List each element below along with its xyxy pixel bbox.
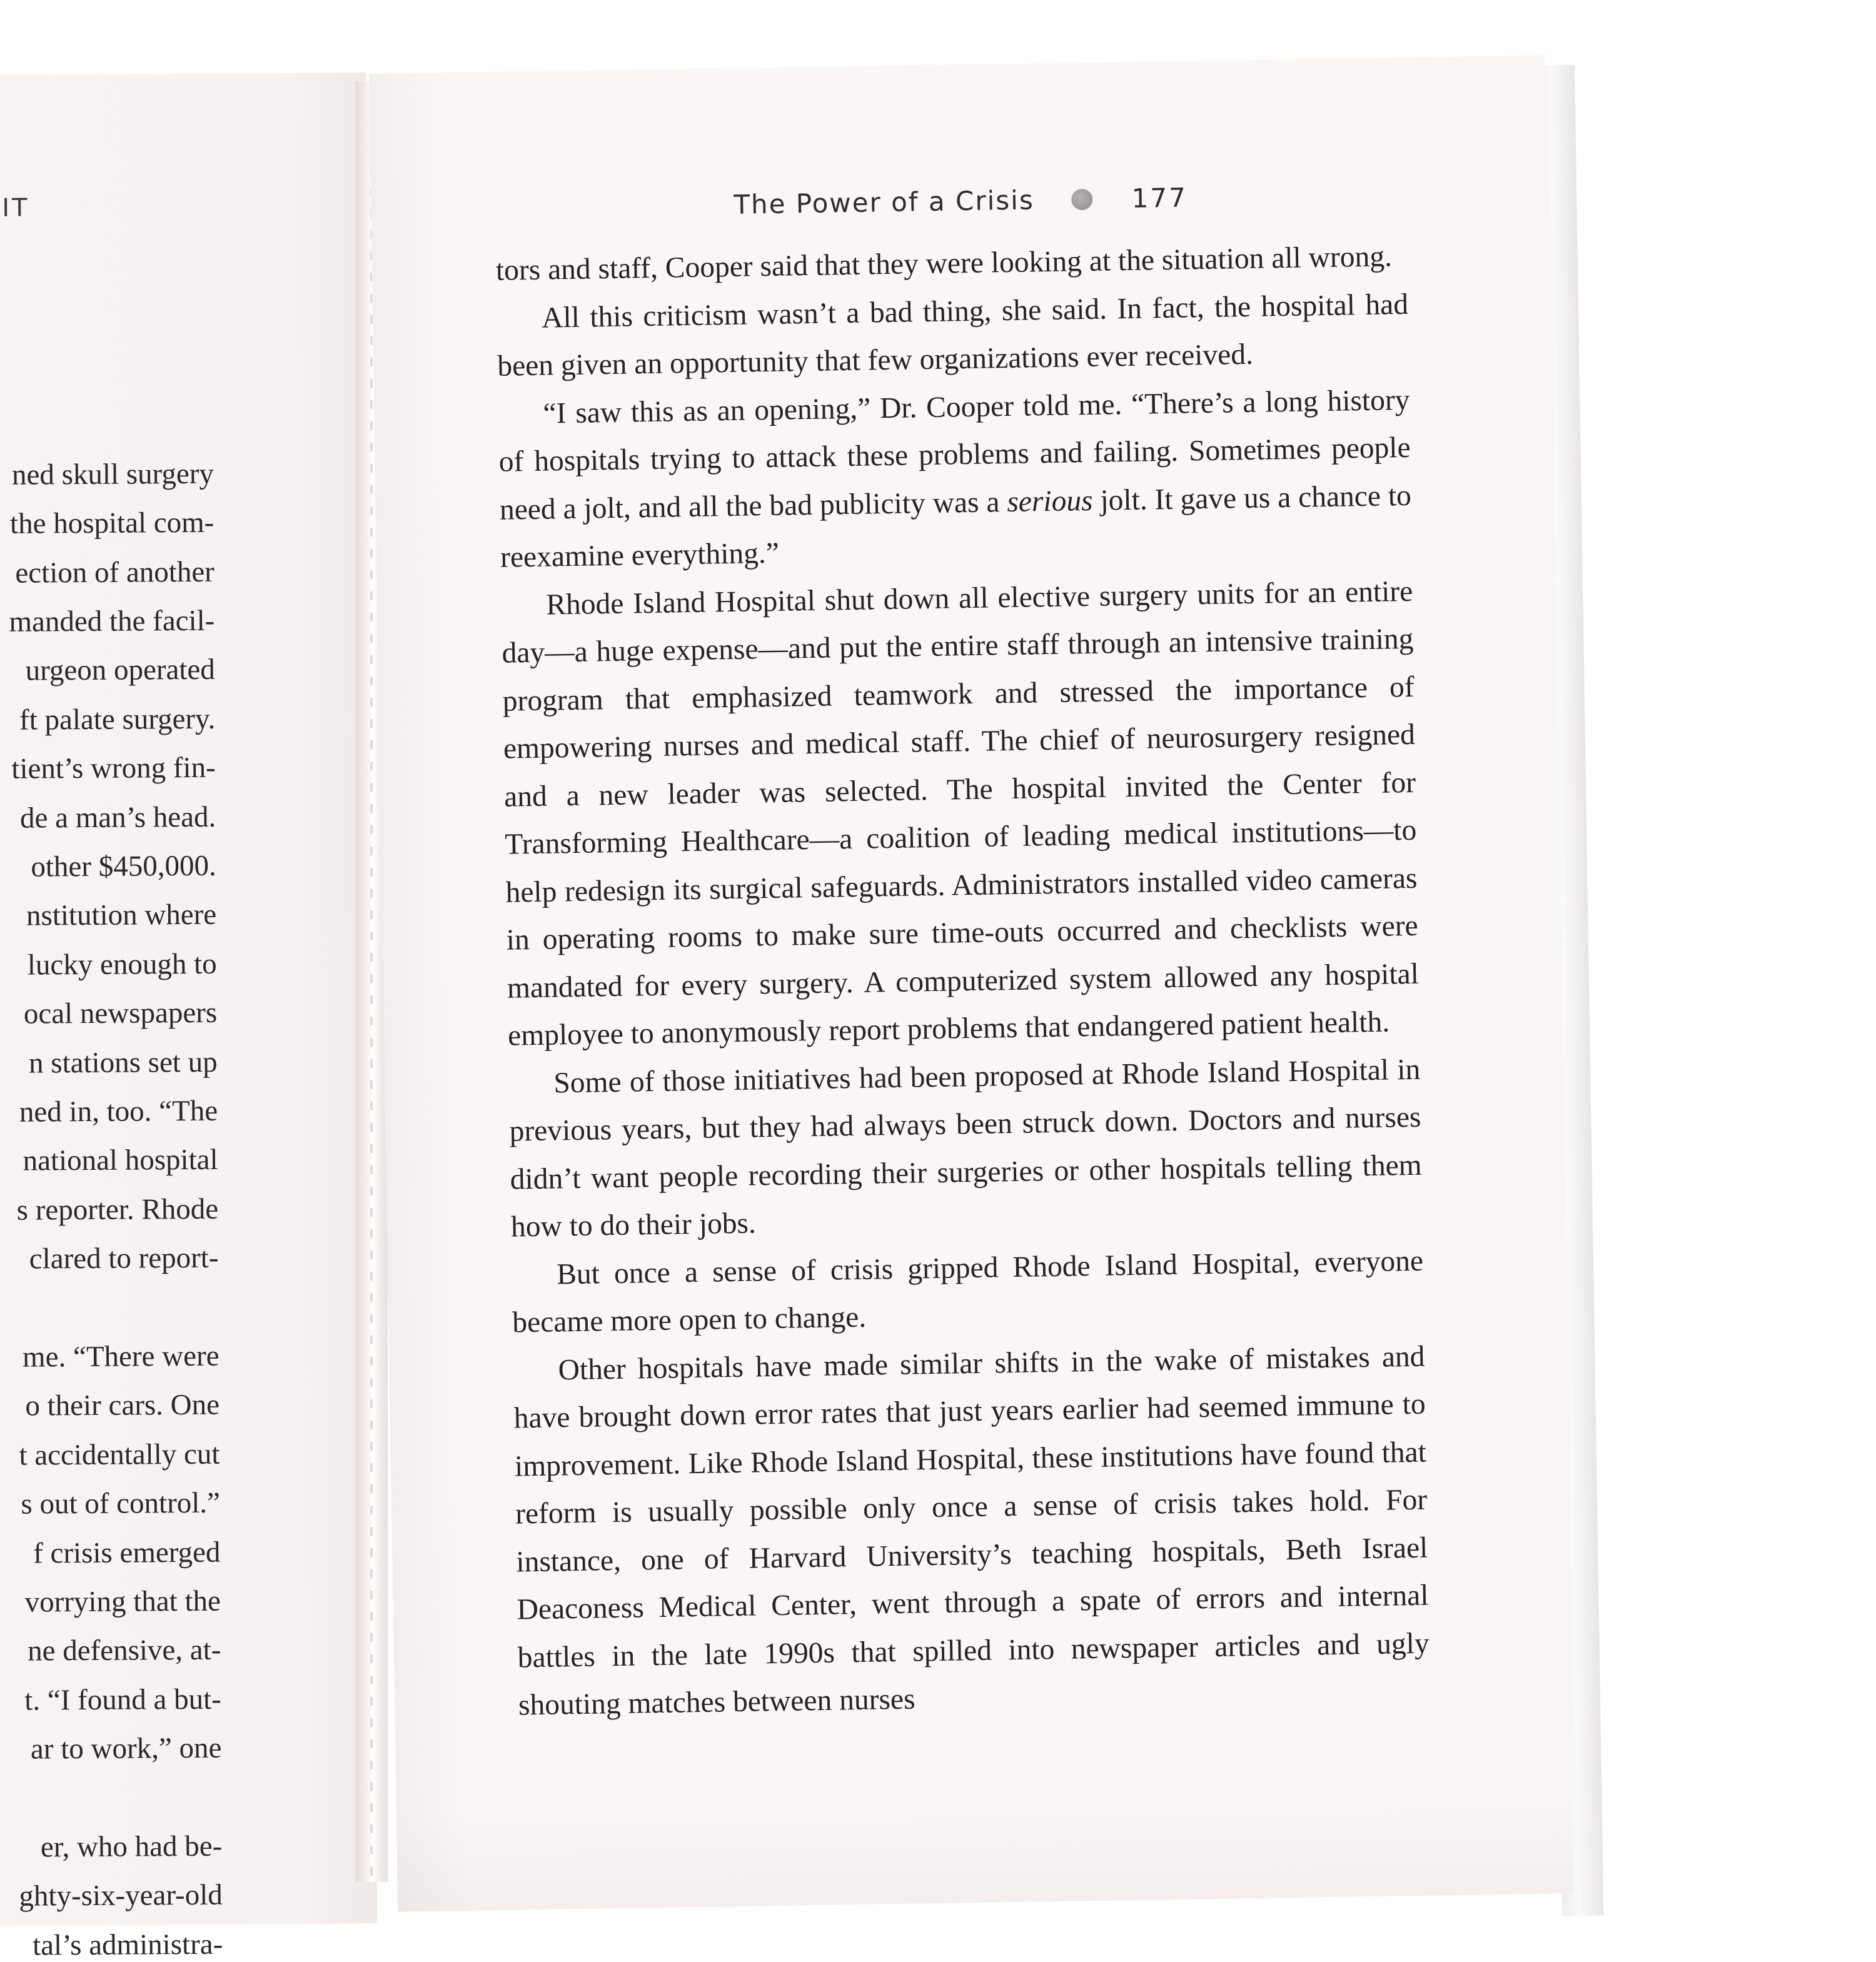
italic-emphasis: serious bbox=[1006, 484, 1093, 518]
left-page-line: t accidentally cut bbox=[19, 1437, 220, 1472]
left-page-line: ection of another bbox=[15, 555, 215, 590]
left-page-line: f crisis emerged bbox=[33, 1536, 221, 1570]
page-shadow bbox=[396, 1793, 1573, 1912]
chapter-title: The Power of a Crisis bbox=[733, 184, 1035, 220]
left-page-line: s out of control.” bbox=[21, 1486, 221, 1521]
left-page-line: ft palate surgery. bbox=[19, 702, 216, 737]
body-text bbox=[495, 233, 1430, 1729]
left-running-head: IT bbox=[2, 193, 30, 223]
left-page-line: lucky enough to bbox=[27, 947, 217, 982]
paragraph-text: jolt. It gave us a chance to reexamine everything.” bbox=[500, 479, 1412, 574]
left-page-line: o their cars. One bbox=[25, 1389, 220, 1423]
paragraph-text: All this criticism wasn’t a bad thing, she said. In fact, the hospital had been given an opportunity that few organizations ever received. bbox=[497, 288, 1409, 383]
paragraph bbox=[512, 1237, 1425, 1347]
left-page-line: ghty-six-year-old bbox=[19, 1879, 223, 1913]
left-page-line: t. “I found a but- bbox=[24, 1683, 222, 1717]
left-page-line: ocal newspapers bbox=[23, 996, 218, 1030]
page-number: 177 bbox=[1131, 182, 1188, 214]
left-page-line: ne defensive, at- bbox=[27, 1634, 221, 1668]
left-page-line: clared to report- bbox=[29, 1241, 219, 1275]
left-page-line: ned skull surgery bbox=[11, 457, 214, 491]
paragraph-text: Other hospitals have made similar shifts in the wake of mistakes and have brought down error rates that just years earlier had seemed immune to improvement. Like Rhode Island Hospital, these institutions have found that reform is usually possible only once a sense of crisis takes hold. For instance, one of Harvard University’s teaching hospitals, Beth Israel Deaconess Medical Center, went through a spate of errors and internal battles in the late 1990s that spilled into newspaper articles and ugly shouting matches between nurses bbox=[513, 1340, 1430, 1722]
left-page-text bbox=[0, 74, 223, 1962]
paragraph bbox=[497, 280, 1410, 390]
paragraph bbox=[513, 1332, 1430, 1729]
left-page-line: tient’s wrong fin- bbox=[11, 751, 216, 785]
left-page-line: vorrying that the bbox=[24, 1584, 221, 1619]
left-page-line: de a man’s head. bbox=[19, 800, 216, 835]
left-page-line: me. “There were bbox=[22, 1339, 219, 1374]
paragraph-text: “I saw this as an opening,” Dr. Cooper told me. “There’s a long history of hospitals trying to attack these problems and failing. Sometimes people need a jolt, and all the bad publicity was a bbox=[498, 383, 1411, 526]
left-page-line: er, who had be- bbox=[40, 1829, 223, 1864]
left-page-line: ned in, too. “The bbox=[19, 1094, 218, 1129]
left-page-line: the hospital com- bbox=[9, 506, 214, 540]
paragraph bbox=[508, 1045, 1423, 1251]
left-page-line: s reporter. Rhode bbox=[16, 1192, 219, 1227]
left-page-line: nstitution where bbox=[26, 898, 217, 933]
paragraph-text: Some of those initiatives had been proposed at Rhode Island Hospital in previous years, but they had always been struck down. Doctors and nurses didn’t want people recording their surgeries or other hospitals telling them how to do their jobs. bbox=[509, 1053, 1423, 1244]
paragraph bbox=[498, 376, 1413, 581]
paragraph-text: But once a sense of crisis gripped Rhode Island Hospital, everyone became more open to change. bbox=[512, 1244, 1424, 1339]
left-page-line: national hospital bbox=[23, 1144, 218, 1178]
left-page-line: ar to work,” one bbox=[30, 1731, 222, 1766]
paragraph bbox=[501, 567, 1420, 1060]
left-page-line: other $450,000. bbox=[31, 849, 216, 883]
paragraph-text: tors and staff, Cooper said that they were looking at the situation all wrong. bbox=[495, 240, 1393, 287]
running-head bbox=[734, 182, 1188, 219]
spine-stitching bbox=[370, 81, 373, 1882]
left-page-line: manded the facil- bbox=[9, 604, 215, 638]
left-page bbox=[0, 73, 377, 1962]
left-page-line: n stations set up bbox=[28, 1045, 218, 1080]
paragraph-text: Rhode Island Hospital shut down all elective surgery units for an entire day—a huge expense—and put the entire staff through an intensive training program that emphasized teamwork and stressed the importance of empowering nurses and medical staff. The chief of neurosurgery resigned and a new leader was selected. The hospital invited the Center for Transforming Healthcare—a coalition of leading medical institutions—to help redesign its surgical safeguards. Administrators installed video cameras in operating rooms to make sure time-outs occurred and checklists were mandated for every surgery. A computerized system allowed any hospital employee to anonymously report problems that endangered patient health. bbox=[502, 575, 1420, 1052]
left-page-line: tal’s administra- bbox=[32, 1928, 223, 1962]
right-page bbox=[369, 55, 1573, 1911]
left-page-line: urgeon operated bbox=[25, 653, 215, 688]
bullet-dot-icon bbox=[1071, 188, 1093, 210]
